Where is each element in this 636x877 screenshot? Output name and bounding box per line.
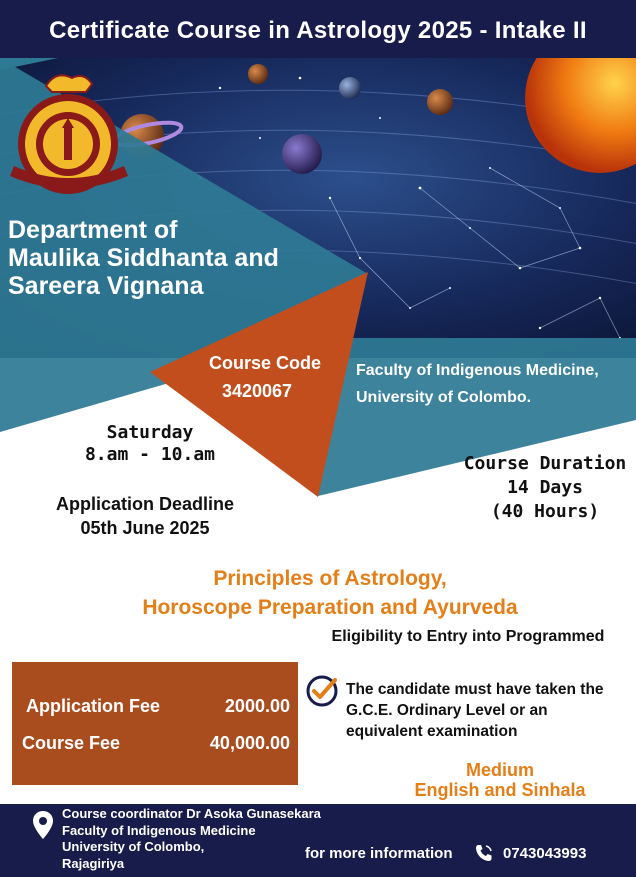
check-circle-icon [305,674,339,708]
requirement-line: equivalent examination [346,723,518,740]
duration-days: 14 Days [507,477,583,498]
department-line: Sareera Vignana [8,272,204,300]
eligibility-heading: Eligibility to Entry into Programmed [331,628,605,645]
course-fee-value: 40,000.00 [209,733,290,753]
eligibility-requirement [346,679,636,742]
course-title [60,564,600,622]
application-deadline [40,492,250,540]
schedule-time: 8.am - 10.am [84,444,216,465]
department-line: Maulika Siddhanta and [8,244,279,272]
application-fee-value: 2000.00 [224,696,290,716]
medium-value: English and Sinhala [414,780,586,800]
course-medium [395,760,605,800]
phone-number[interactable]: 0743043993 [503,845,587,862]
phone-icon [474,843,494,863]
deadline-date: 05th June 2025 [80,518,210,538]
coordinator-line: University of Colombo, [62,839,205,854]
duration-label: Course Duration [463,453,627,474]
course-code-label: Course Code [208,353,322,373]
coordinator-line: Course coordinator Dr Asoka Gunasekara [62,806,321,821]
application-fee-label: Application Fee [26,696,161,716]
coordinator-info [62,806,362,872]
coordinator-line: Rajagiriya [62,855,125,871]
fee-box [12,662,298,785]
university-crest-logo [6,66,134,196]
page-title: Certificate Course in Astrology 2025 - Intake II [49,17,587,44]
medium-label: Medium [465,760,534,780]
class-schedule [80,422,220,466]
course-duration [455,452,635,524]
department-name [8,216,348,300]
requirement-line: The candidate must have taken the [346,681,604,698]
course-title-line: Horoscope Preparation and Ayurveda [142,596,518,619]
faculty-line: Faculty of Indigenous Medicine, [356,362,599,379]
more-info-label: for more information [305,845,453,862]
department-line: Department of [8,216,178,244]
coordinator-line: Faculty of Indigenous Medicine [62,822,256,838]
faculty-name [356,357,636,411]
requirement-line: G.C.E. Ordinary Level or an [346,702,548,719]
deadline-label: Application Deadline [55,494,235,514]
schedule-day: Saturday [106,422,194,443]
course-code-value: 3420067 [221,381,293,401]
course-title-line: Principles of Astrology, [213,567,447,590]
faculty-line: University of Colombo. [356,389,532,406]
course-fee-label: Course Fee [22,733,121,753]
duration-hours: (40 Hours) [490,501,600,522]
location-pin-icon [32,810,54,840]
